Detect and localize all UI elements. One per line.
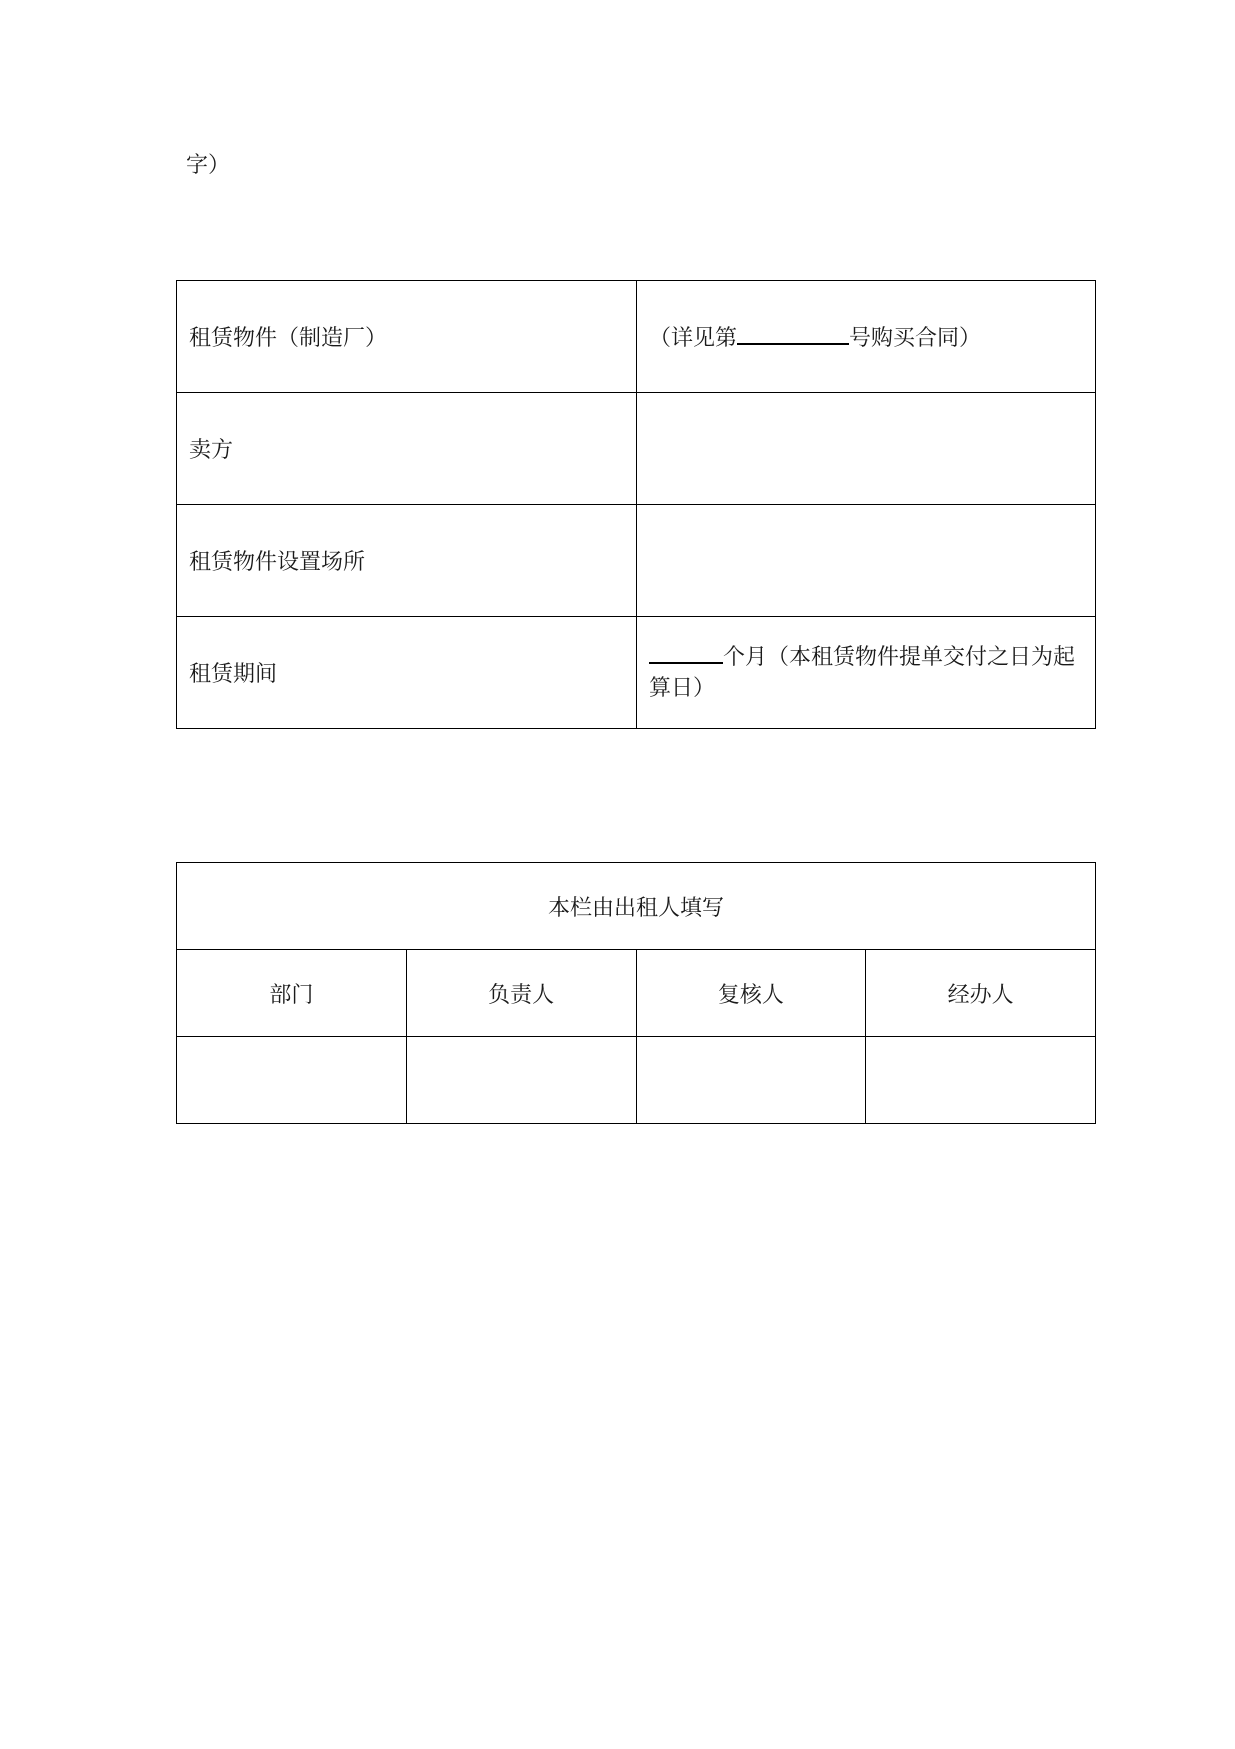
contract-ref-suffix: 号购买合同） (849, 326, 982, 351)
installation-site-label: 租赁物件设置场所 (177, 505, 637, 617)
table-row (177, 393, 1096, 505)
contract-number-blank[interactable] (737, 325, 849, 345)
table-row (177, 863, 1096, 950)
table-row (177, 281, 1096, 393)
person-in-charge-signature-cell[interactable] (406, 1037, 636, 1124)
table-row (177, 1037, 1096, 1124)
table-row (177, 505, 1096, 617)
header-department: 部门 (177, 950, 407, 1037)
months-blank[interactable] (649, 644, 723, 664)
seller-value-cell[interactable] (637, 393, 1096, 505)
header-person-in-charge: 负责人 (406, 950, 636, 1037)
header-reviewer: 复核人 (636, 950, 866, 1037)
table-row (177, 950, 1096, 1037)
continued-text-fragment: 字） (186, 153, 231, 178)
contract-ref-prefix: （详见第 (649, 326, 738, 351)
lessor-approval-table (176, 862, 1096, 1124)
table-row (177, 617, 1096, 729)
reviewer-signature-cell[interactable] (636, 1037, 866, 1124)
installation-site-value-cell[interactable] (637, 505, 1096, 617)
leased-item-value (637, 281, 1096, 393)
leased-item-label: 租赁物件（制造厂） (177, 281, 637, 393)
handler-signature-cell[interactable] (866, 1037, 1096, 1124)
seller-label: 卖方 (177, 393, 637, 505)
department-signature-cell[interactable] (177, 1037, 407, 1124)
header-handler: 经办人 (866, 950, 1096, 1037)
approval-table-title: 本栏由出租人填写 (177, 863, 1096, 950)
lease-period-text: 个月（本租赁物件提单交付之日为起算日） (649, 644, 1076, 701)
lease-details-table (176, 280, 1096, 729)
lease-period-value (637, 617, 1096, 729)
lease-period-label: 租赁期间 (177, 617, 637, 729)
